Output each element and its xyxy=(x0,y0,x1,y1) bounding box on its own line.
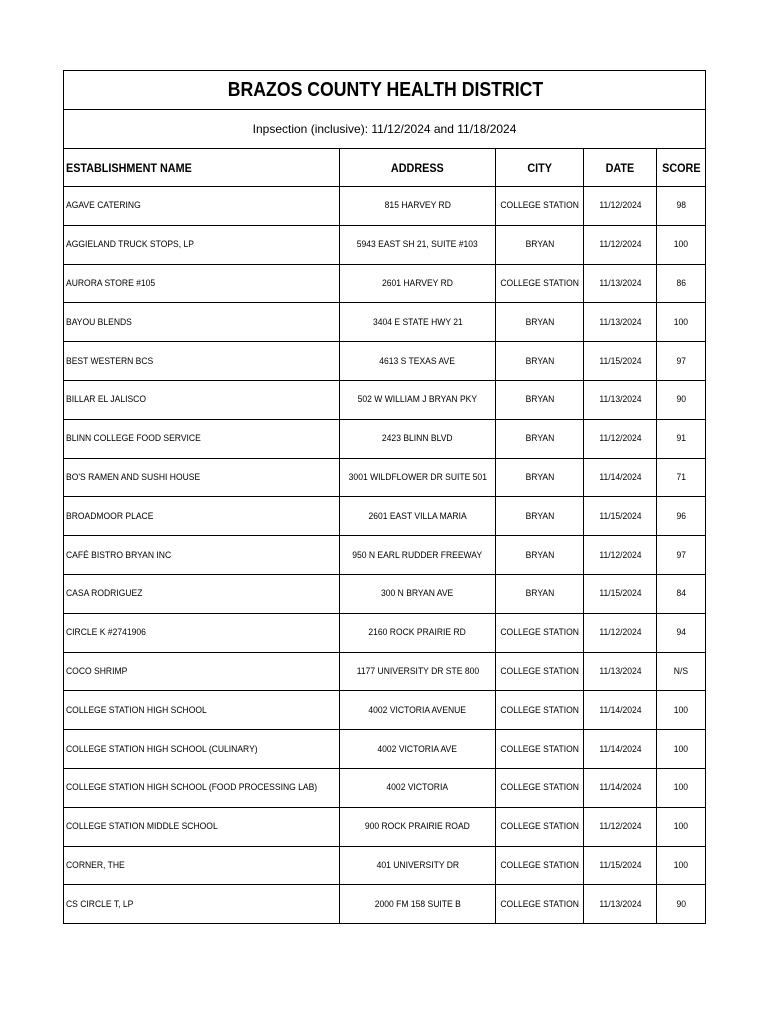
cell-address: 2601 HARVEY RD xyxy=(340,264,496,303)
table-row xyxy=(64,536,706,575)
table-row xyxy=(64,768,706,807)
cell-score: 100 xyxy=(657,303,706,342)
cell-address: 2160 ROCK PRAIRIE RD xyxy=(340,613,496,652)
cell-establishment-name: COLLEGE STATION HIGH SCHOOL (CULINARY) xyxy=(64,730,340,769)
cell-city: COLLEGE STATION xyxy=(496,613,584,652)
cell-date: 11/14/2024 xyxy=(584,768,657,807)
cell-score: N/S xyxy=(657,652,706,691)
cell-city: BRYAN xyxy=(496,225,584,264)
cell-score: 86 xyxy=(657,264,706,303)
cell-address: 2000 FM 158 SUITE B xyxy=(340,885,496,924)
cell-city: COLLEGE STATION xyxy=(496,264,584,303)
cell-city: BRYAN xyxy=(496,497,584,536)
cell-address: 4613 S TEXAS AVE xyxy=(340,342,496,381)
table-row xyxy=(64,419,706,458)
table-row xyxy=(64,497,706,536)
table-row xyxy=(64,807,706,846)
table-row xyxy=(64,225,706,264)
cell-score: 100 xyxy=(657,768,706,807)
table-row xyxy=(64,613,706,652)
cell-city: BRYAN xyxy=(496,574,584,613)
cell-address: 4002 VICTORIA xyxy=(340,768,496,807)
cell-address: 3404 E STATE HWY 21 xyxy=(340,303,496,342)
table-row xyxy=(64,264,706,303)
cell-date: 11/15/2024 xyxy=(584,342,657,381)
cell-establishment-name: CORNER, THE xyxy=(64,846,340,885)
cell-address: 5943 EAST SH 21, SUITE #103 xyxy=(340,225,496,264)
cell-score: 98 xyxy=(657,187,706,226)
cell-city: BRYAN xyxy=(496,342,584,381)
cell-date: 11/13/2024 xyxy=(584,264,657,303)
cell-establishment-name: BAYOU BLENDS xyxy=(64,303,340,342)
cell-date: 11/12/2024 xyxy=(584,419,657,458)
table-row xyxy=(64,730,706,769)
cell-establishment-name: COLLEGE STATION MIDDLE SCHOOL xyxy=(64,807,340,846)
cell-score: 100 xyxy=(657,225,706,264)
cell-address: 2601 EAST VILLA MARIA xyxy=(340,497,496,536)
table-row xyxy=(64,187,706,226)
cell-score: 90 xyxy=(657,885,706,924)
cell-score: 97 xyxy=(657,342,706,381)
cell-score: 100 xyxy=(657,691,706,730)
cell-establishment-name: BEST WESTERN BCS xyxy=(64,342,340,381)
cell-date: 11/12/2024 xyxy=(584,807,657,846)
cell-city: COLLEGE STATION xyxy=(496,885,584,924)
cell-address: 300 N BRYAN AVE xyxy=(340,574,496,613)
cell-address: 1177 UNIVERSITY DR STE 800 xyxy=(340,652,496,691)
report-title-cell xyxy=(86,71,683,110)
table-row xyxy=(64,885,706,924)
cell-city: BRYAN xyxy=(496,458,584,497)
table-row xyxy=(64,303,706,342)
inspection-report xyxy=(63,70,705,924)
cell-address: 4002 VICTORIA AVENUE xyxy=(340,691,496,730)
cell-score: 100 xyxy=(657,846,706,885)
cell-establishment-name: AURORA STORE #105 xyxy=(64,264,340,303)
cell-score: 100 xyxy=(657,730,706,769)
cell-establishment-name: CS CIRCLE T, LP xyxy=(64,885,340,924)
cell-address: 401 UNIVERSITY DR xyxy=(340,846,496,885)
table-row xyxy=(64,574,706,613)
cell-address: 2423 BLINN BLVD xyxy=(340,419,496,458)
cell-score: 94 xyxy=(657,613,706,652)
table-row xyxy=(64,652,706,691)
cell-city: COLLEGE STATION xyxy=(496,846,584,885)
inspection-table xyxy=(63,70,706,924)
column-header-row xyxy=(64,149,706,187)
cell-date: 11/14/2024 xyxy=(584,691,657,730)
cell-city: COLLEGE STATION xyxy=(496,730,584,769)
cell-establishment-name: CIRCLE K #2741906 xyxy=(64,613,340,652)
cell-establishment-name: CAFÉ BISTRO BRYAN INC xyxy=(64,536,340,575)
cell-address: 900 ROCK PRAIRIE ROAD xyxy=(340,807,496,846)
table-row xyxy=(64,380,706,419)
cell-city: BRYAN xyxy=(496,419,584,458)
cell-date: 11/15/2024 xyxy=(584,497,657,536)
column-header-date: DATE xyxy=(584,149,657,187)
cell-address: 3001 WILDFLOWER DR SUITE 501 xyxy=(340,458,496,497)
cell-date: 11/12/2024 xyxy=(584,187,657,226)
cell-date: 11/12/2024 xyxy=(584,225,657,264)
cell-city: COLLEGE STATION xyxy=(496,187,584,226)
cell-establishment-name: AGGIELAND TRUCK STOPS, LP xyxy=(64,225,340,264)
table-row xyxy=(64,691,706,730)
cell-date: 11/13/2024 xyxy=(584,380,657,419)
inspection-date-range: Inpsection (inclusive): 11/12/2024 and 11/18/2024 xyxy=(64,110,706,149)
cell-date: 11/13/2024 xyxy=(584,303,657,342)
cell-score: 97 xyxy=(657,536,706,575)
cell-score: 100 xyxy=(657,807,706,846)
report-title: BRAZOS COUNTY HEALTH DISTRICT xyxy=(226,78,543,101)
cell-date: 11/15/2024 xyxy=(584,574,657,613)
table-row xyxy=(64,342,706,381)
cell-date: 11/14/2024 xyxy=(584,458,657,497)
cell-date: 11/13/2024 xyxy=(584,652,657,691)
column-header-address: ADDRESS xyxy=(340,149,496,187)
cell-city: COLLEGE STATION xyxy=(496,768,584,807)
cell-establishment-name: BLINN COLLEGE FOOD SERVICE xyxy=(64,419,340,458)
column-header-establishment-name: ESTABLISHMENT NAME xyxy=(64,149,340,187)
cell-city: BRYAN xyxy=(496,536,584,575)
cell-establishment-name: BO'S RAMEN AND SUSHI HOUSE xyxy=(64,458,340,497)
cell-city: COLLEGE STATION xyxy=(496,691,584,730)
cell-address: 815 HARVEY RD xyxy=(340,187,496,226)
cell-establishment-name: AGAVE CATERING xyxy=(64,187,340,226)
table-row xyxy=(64,458,706,497)
cell-establishment-name: COLLEGE STATION HIGH SCHOOL xyxy=(64,691,340,730)
cell-score: 90 xyxy=(657,380,706,419)
cell-score: 91 xyxy=(657,419,706,458)
cell-date: 11/12/2024 xyxy=(584,536,657,575)
cell-address: 950 N EARL RUDDER FREEWAY xyxy=(340,536,496,575)
cell-score: 84 xyxy=(657,574,706,613)
cell-establishment-name: COCO SHRIMP xyxy=(64,652,340,691)
cell-address: 502 W WILLIAM J BRYAN PKY xyxy=(340,380,496,419)
cell-city: BRYAN xyxy=(496,380,584,419)
cell-establishment-name: BROADMOOR PLACE xyxy=(64,497,340,536)
cell-date: 11/12/2024 xyxy=(584,613,657,652)
cell-city: COLLEGE STATION xyxy=(496,652,584,691)
cell-city: COLLEGE STATION xyxy=(496,807,584,846)
cell-address: 4002 VICTORIA AVE xyxy=(340,730,496,769)
cell-date: 11/14/2024 xyxy=(584,730,657,769)
cell-date: 11/15/2024 xyxy=(584,846,657,885)
column-header-score: SCORE xyxy=(657,149,706,187)
cell-establishment-name: COLLEGE STATION HIGH SCHOOL (FOOD PROCESSING LAB) xyxy=(64,768,340,807)
cell-city: BRYAN xyxy=(496,303,584,342)
cell-score: 96 xyxy=(657,497,706,536)
table-row xyxy=(64,846,706,885)
column-header-city: CITY xyxy=(496,149,584,187)
cell-date: 11/13/2024 xyxy=(584,885,657,924)
cell-establishment-name: CASA RODRIGUEZ xyxy=(64,574,340,613)
cell-score: 71 xyxy=(657,458,706,497)
cell-establishment-name: BILLAR EL JALISCO xyxy=(64,380,340,419)
